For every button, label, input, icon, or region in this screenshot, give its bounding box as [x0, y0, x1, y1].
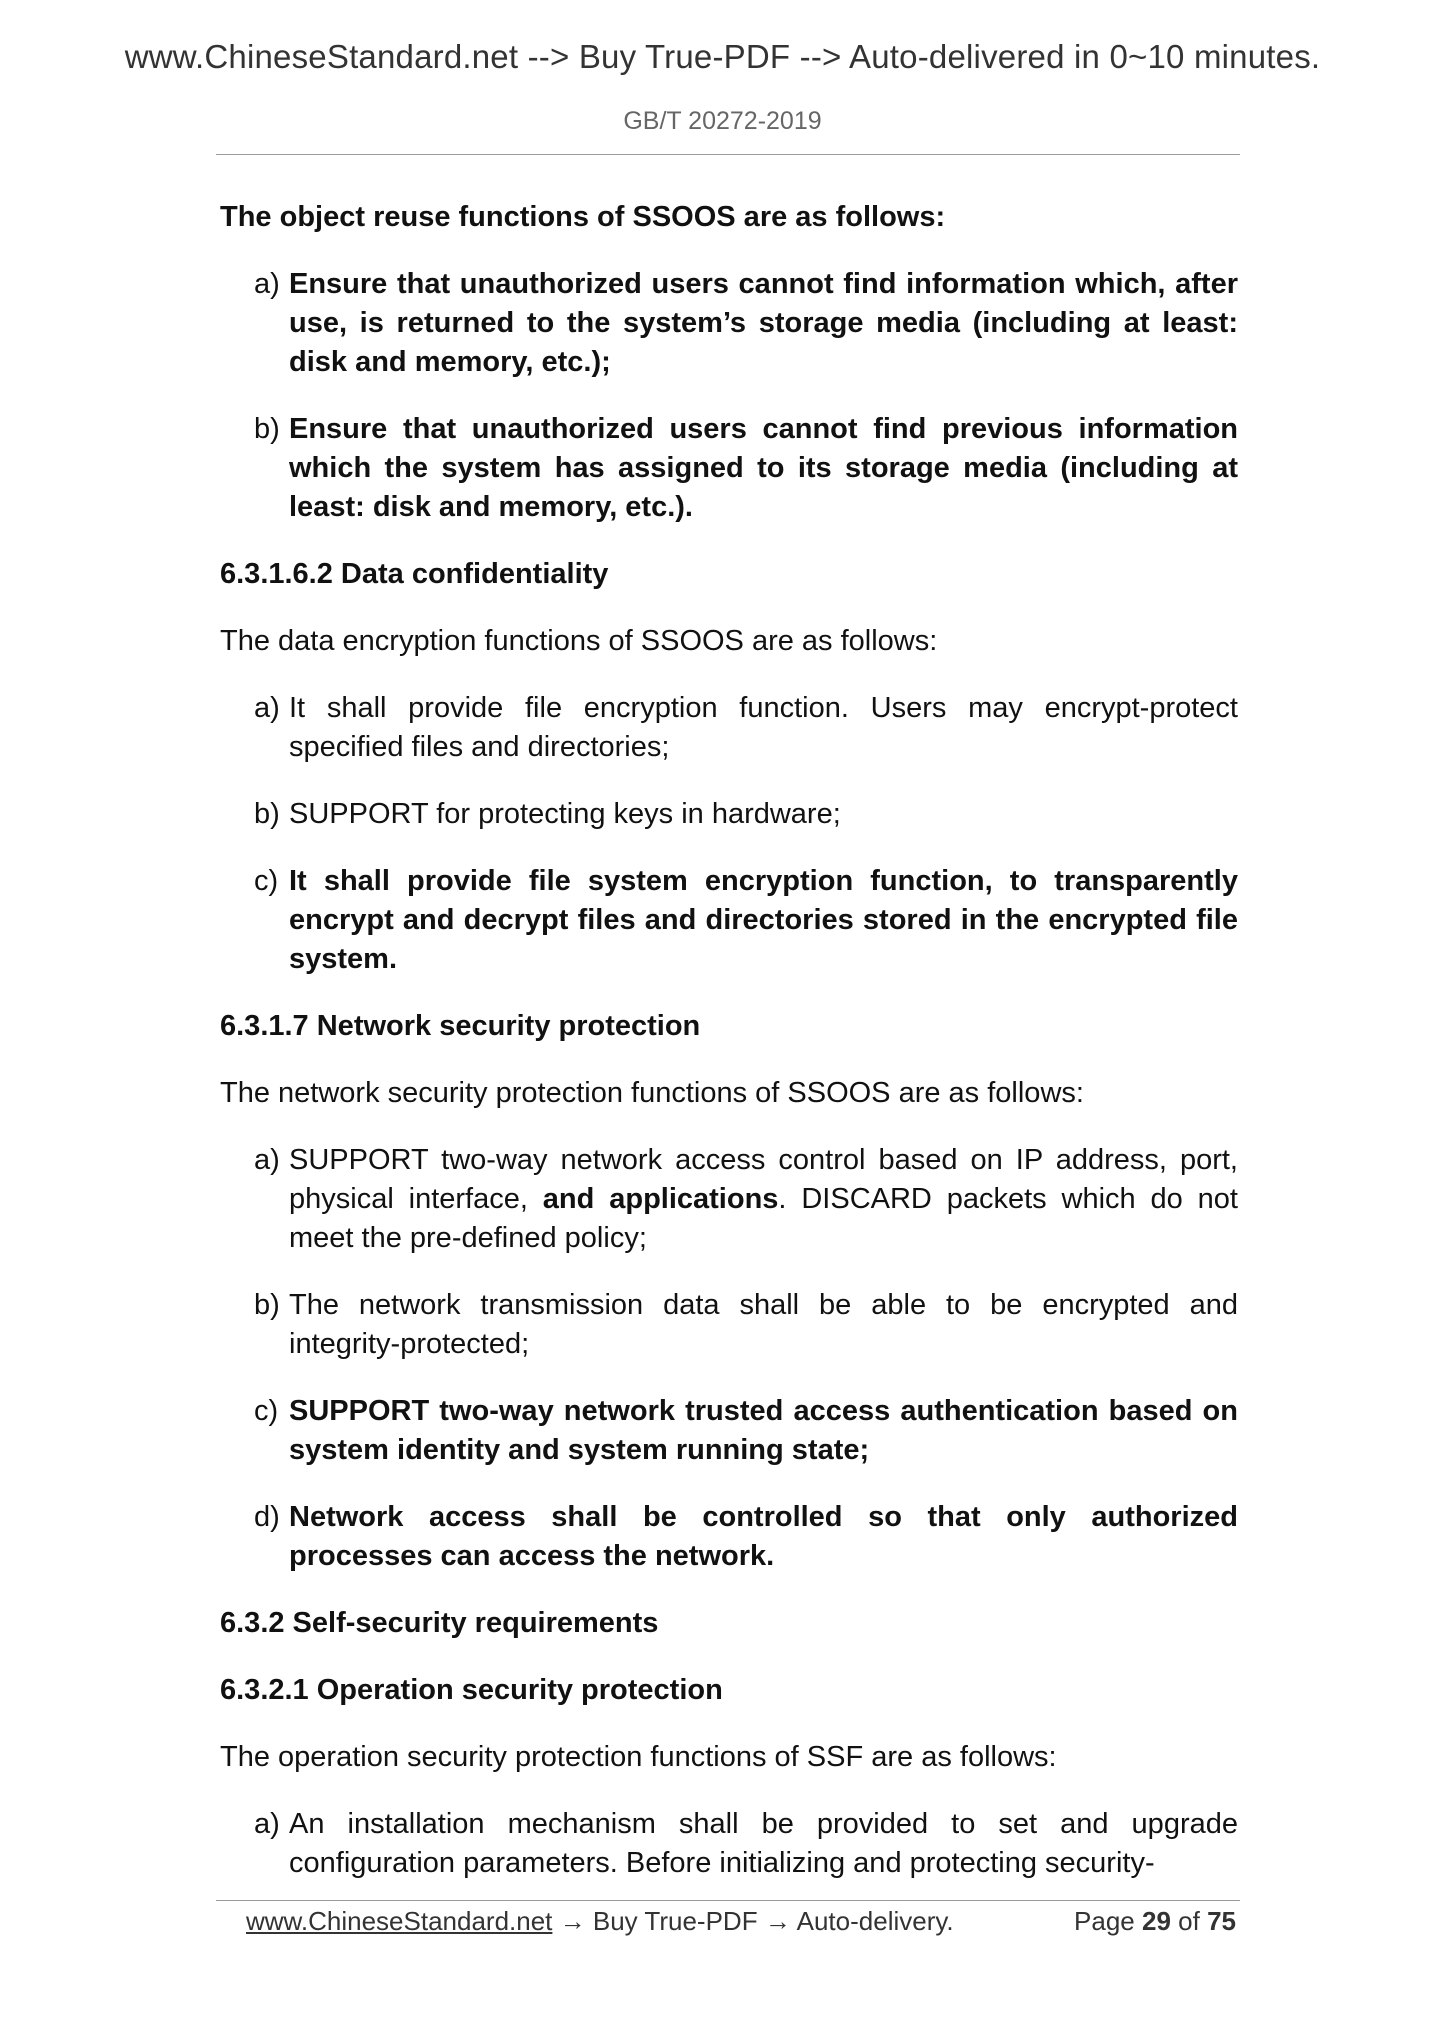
list-marker: a)	[254, 268, 280, 300]
list-item	[254, 1392, 1238, 1470]
document-body	[220, 198, 1238, 1911]
list-item	[254, 862, 1238, 979]
list-marker: a)	[254, 1144, 280, 1176]
list-text: An installation mechanism shall be provided to set and upgrade configuration parameters. Before initializing and protecting security-	[289, 1808, 1238, 1879]
list-text: Ensure that unauthorized users cannot find previous information which the system has assigned to its storage media (including at least: disk and memory, etc.).	[289, 413, 1238, 523]
list-item	[254, 1498, 1238, 1576]
footer-left	[246, 1906, 954, 1937]
header-banner: www.ChineseStandard.net --> Buy True-PDF --> Auto-delivered in 0~10 minutes.	[124, 38, 1321, 75]
list-marker: d)	[254, 1501, 280, 1533]
list-marker: a)	[254, 692, 280, 724]
total-pages: 75	[1207, 1906, 1236, 1936]
list-item	[254, 795, 1238, 834]
list-text-bold: and applications	[542, 1183, 779, 1215]
footer-auto-text: Auto-delivery.	[796, 1906, 954, 1936]
list-item	[254, 689, 1238, 767]
list-item	[254, 1286, 1238, 1364]
page-number: 29	[1142, 1906, 1171, 1936]
footer-divider	[216, 1900, 1240, 1901]
object-reuse-intro: The object reuse functions of SSOOS are as follows:	[220, 201, 946, 233]
list-item	[254, 1805, 1238, 1883]
section-heading-self-security: 6.3.2 Self-security requirements	[220, 1607, 659, 1639]
list-text: SUPPORT for protecting keys in hardware;	[289, 798, 841, 830]
section-heading-network-security: 6.3.1.7 Network security protection	[220, 1010, 701, 1042]
list-marker: c)	[254, 865, 279, 897]
list-text: SUPPORT two-way network trusted access authentication based on system identity and system running state;	[289, 1395, 1238, 1466]
standard-code: GB/T 20272-2019	[623, 107, 822, 135]
list-marker: b)	[254, 1289, 280, 1321]
footer-buy-text: Buy True-PDF	[592, 1906, 758, 1936]
data-confidentiality-intro: The data encryption functions of SSOOS are as follows:	[220, 625, 938, 657]
list-text: It shall provide file encryption function. Users may encrypt-protect specified files and directories;	[289, 692, 1238, 763]
list-item	[254, 265, 1238, 382]
operation-security-intro: The operation security protection functions of SSF are as follows:	[220, 1741, 1057, 1773]
page-label: Page	[1074, 1906, 1135, 1936]
list-text: It shall provide file system encryption function, to transparently encrypt and decrypt files and directories stored in the encrypted file system.	[289, 865, 1238, 975]
footer-site-link[interactable]: www.ChineseStandard.net	[246, 1906, 553, 1936]
list-item	[254, 410, 1238, 527]
list-marker: b)	[254, 798, 280, 830]
of-label: of	[1178, 1906, 1200, 1936]
list-marker: b)	[254, 413, 280, 445]
list-marker: a)	[254, 1808, 280, 1840]
list-text: Ensure that unauthorized users cannot find information which, after use, is returned to the system’s storage media (including at least: disk and memory, etc.);	[289, 268, 1238, 378]
list-item	[254, 1141, 1238, 1258]
list-text: The network transmission data shall be able to be encrypted and integrity-protected;	[289, 1289, 1238, 1360]
page-indicator	[1074, 1906, 1236, 1937]
list-marker: c)	[254, 1395, 279, 1427]
list-text	[289, 1141, 1238, 1258]
arrow-right-icon: →	[559, 1906, 586, 1936]
list-text-post: . DISCARD packets which do not meet the pre-defined policy;	[289, 1183, 1238, 1254]
header-divider	[216, 154, 1240, 155]
network-security-intro: The network security protection functions of SSOOS are as follows:	[220, 1077, 1084, 1109]
arrow-right-icon: →	[764, 1906, 791, 1936]
section-heading-operation-security: 6.3.2.1 Operation security protection	[220, 1674, 723, 1706]
list-text-pre: SUPPORT two-way network access control based on IP address, port, physical interface,	[289, 1144, 1238, 1215]
list-text: Network access shall be controlled so that only authorized processes can access the network.	[289, 1501, 1238, 1572]
page-footer	[246, 1906, 1236, 1946]
section-heading-data-confidentiality: 6.3.1.6.2 Data confidentiality	[220, 558, 609, 590]
